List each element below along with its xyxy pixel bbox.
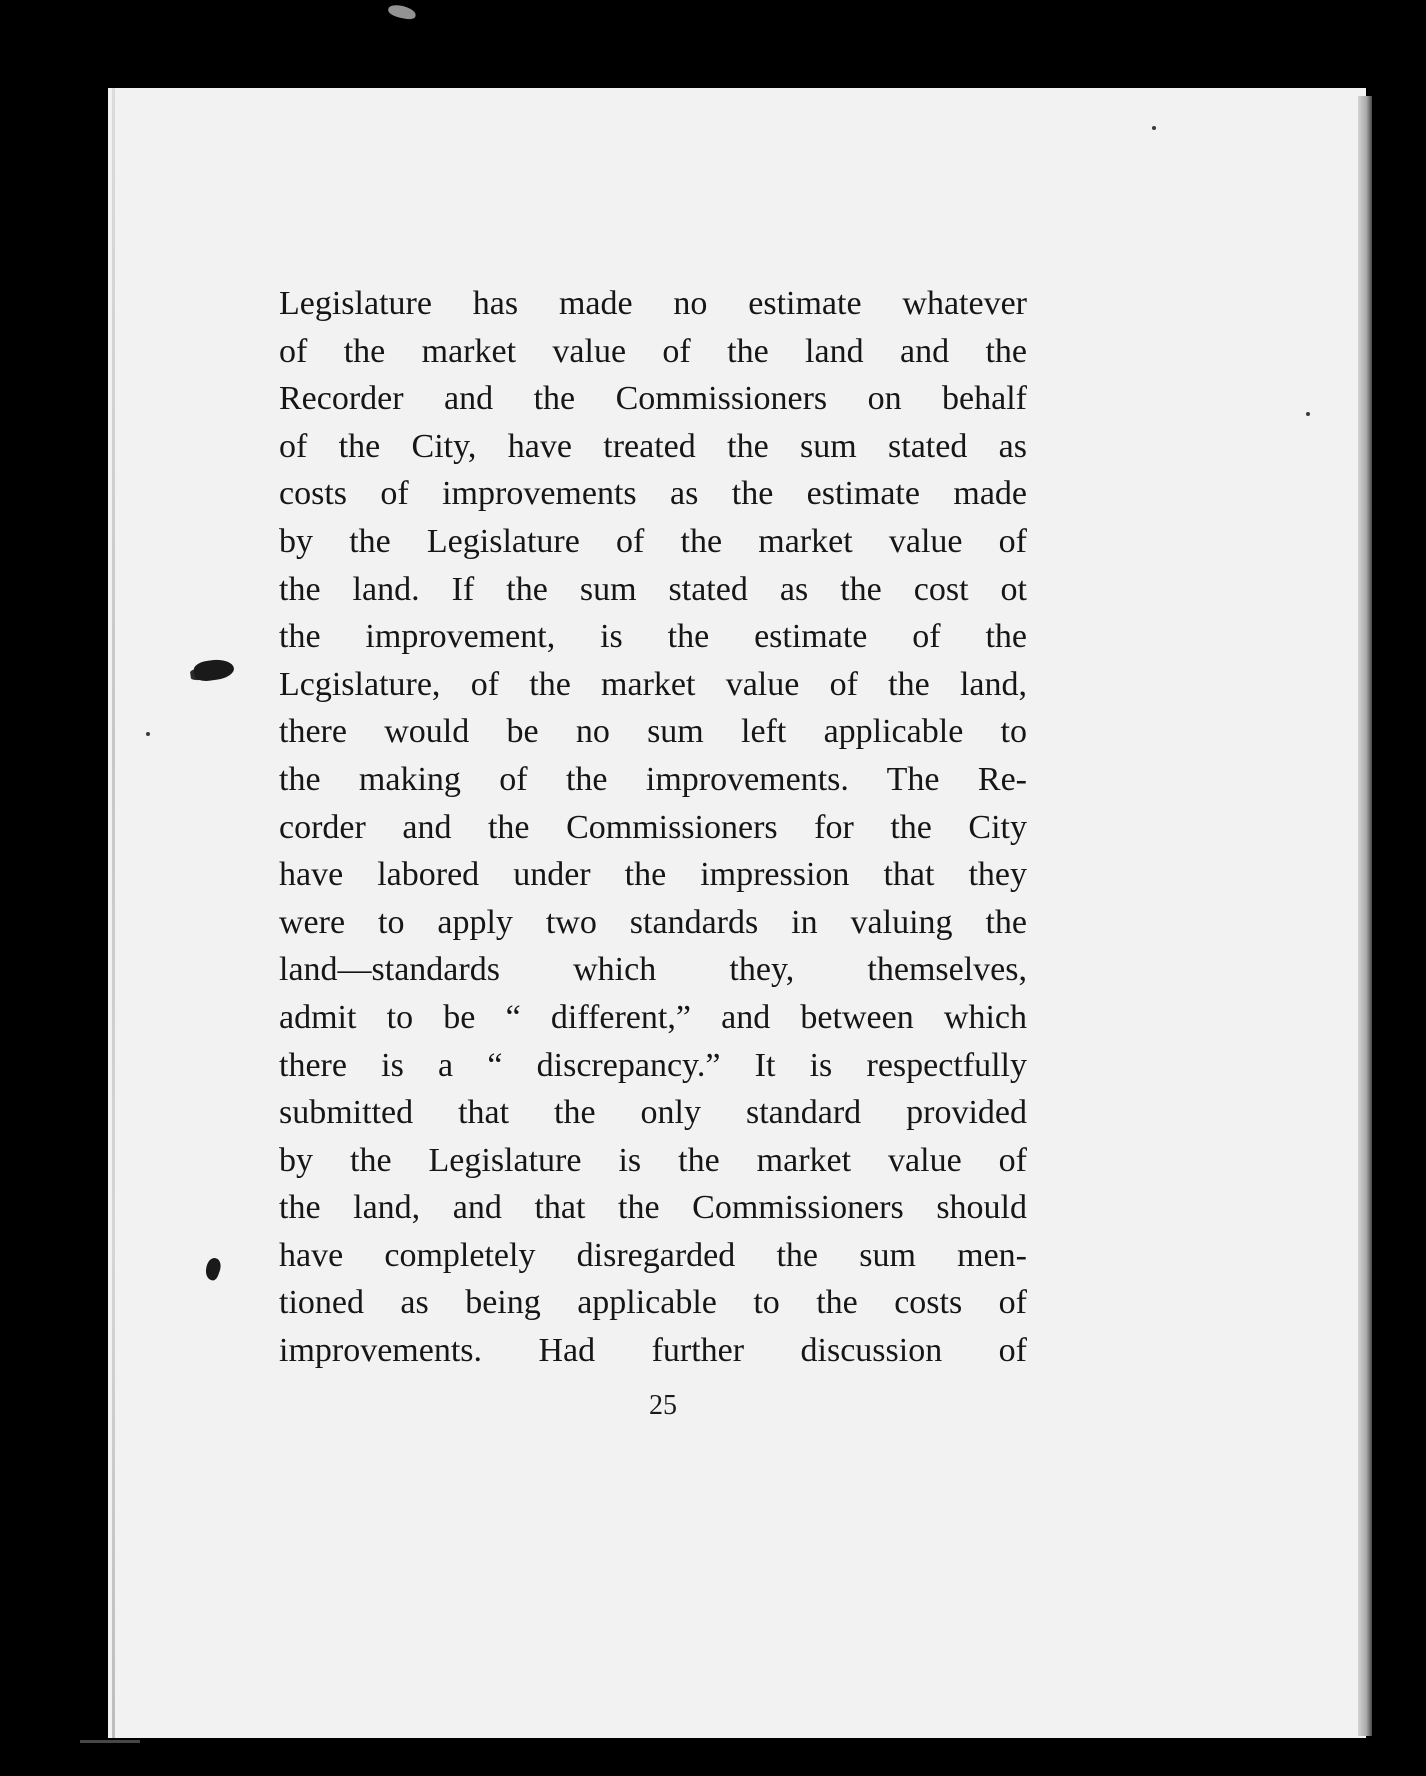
- scan-smudge: [387, 3, 417, 21]
- text-line: there is a “ discrepancy.” It is respectfully: [279, 1046, 1027, 1084]
- text-line: the land. If the sum stated as the cost ot: [279, 570, 1027, 608]
- ink-blot-mark: [193, 657, 235, 682]
- text-line: corder and the Commissioners for the City: [279, 808, 1027, 846]
- text-line: Lcgislature, of the market value of the land,: [279, 665, 1027, 703]
- text-line: the making of the improvements. The Re-: [279, 760, 1027, 798]
- dust-speck: [1152, 126, 1156, 130]
- page-gutter-edge: [112, 88, 115, 1738]
- text-line: were to apply two standards in valuing the: [279, 903, 1027, 941]
- text-line: land—standards which they, themselves,: [279, 951, 1027, 989]
- dust-speck: [1306, 412, 1310, 416]
- body-text: [279, 280, 1027, 1375]
- text-line: the improvement, is the estimate of the: [279, 618, 1027, 656]
- text-line: there would be no sum left applicable to: [279, 713, 1027, 751]
- text-line: of the market value of the land and the: [279, 332, 1027, 370]
- text-line: improvements. Had further discussion of: [279, 1332, 1027, 1370]
- text-line: the land, and that the Commissioners should: [279, 1189, 1027, 1227]
- ink-blot-mark: [203, 1256, 224, 1281]
- text-line: have labored under the impression that they: [279, 856, 1027, 894]
- text-line: of the City, have treated the sum stated as: [279, 427, 1027, 465]
- text-line: have completely disregarded the sum men-: [279, 1236, 1027, 1274]
- scan-edge-artifact: [80, 1740, 140, 1743]
- text-line: Recorder and the Commissioners on behalf: [279, 380, 1027, 418]
- text-line: Legislature has made no estimate whatever: [279, 285, 1027, 322]
- text-line: by the Legislature of the market value of: [279, 522, 1027, 560]
- page-number: 25: [649, 1390, 677, 1421]
- text-line: tioned as being applicable to the costs of: [279, 1284, 1027, 1322]
- next-page-edge: [1358, 96, 1372, 1736]
- text-line: costs of improvements as the estimate made: [279, 475, 1027, 513]
- text-line: by the Legislature is the market value of: [279, 1141, 1027, 1179]
- text-line: admit to be “ different,” and between which: [279, 998, 1027, 1036]
- dust-speck: [146, 732, 150, 736]
- text-line: submitted that the only standard provided: [279, 1094, 1027, 1132]
